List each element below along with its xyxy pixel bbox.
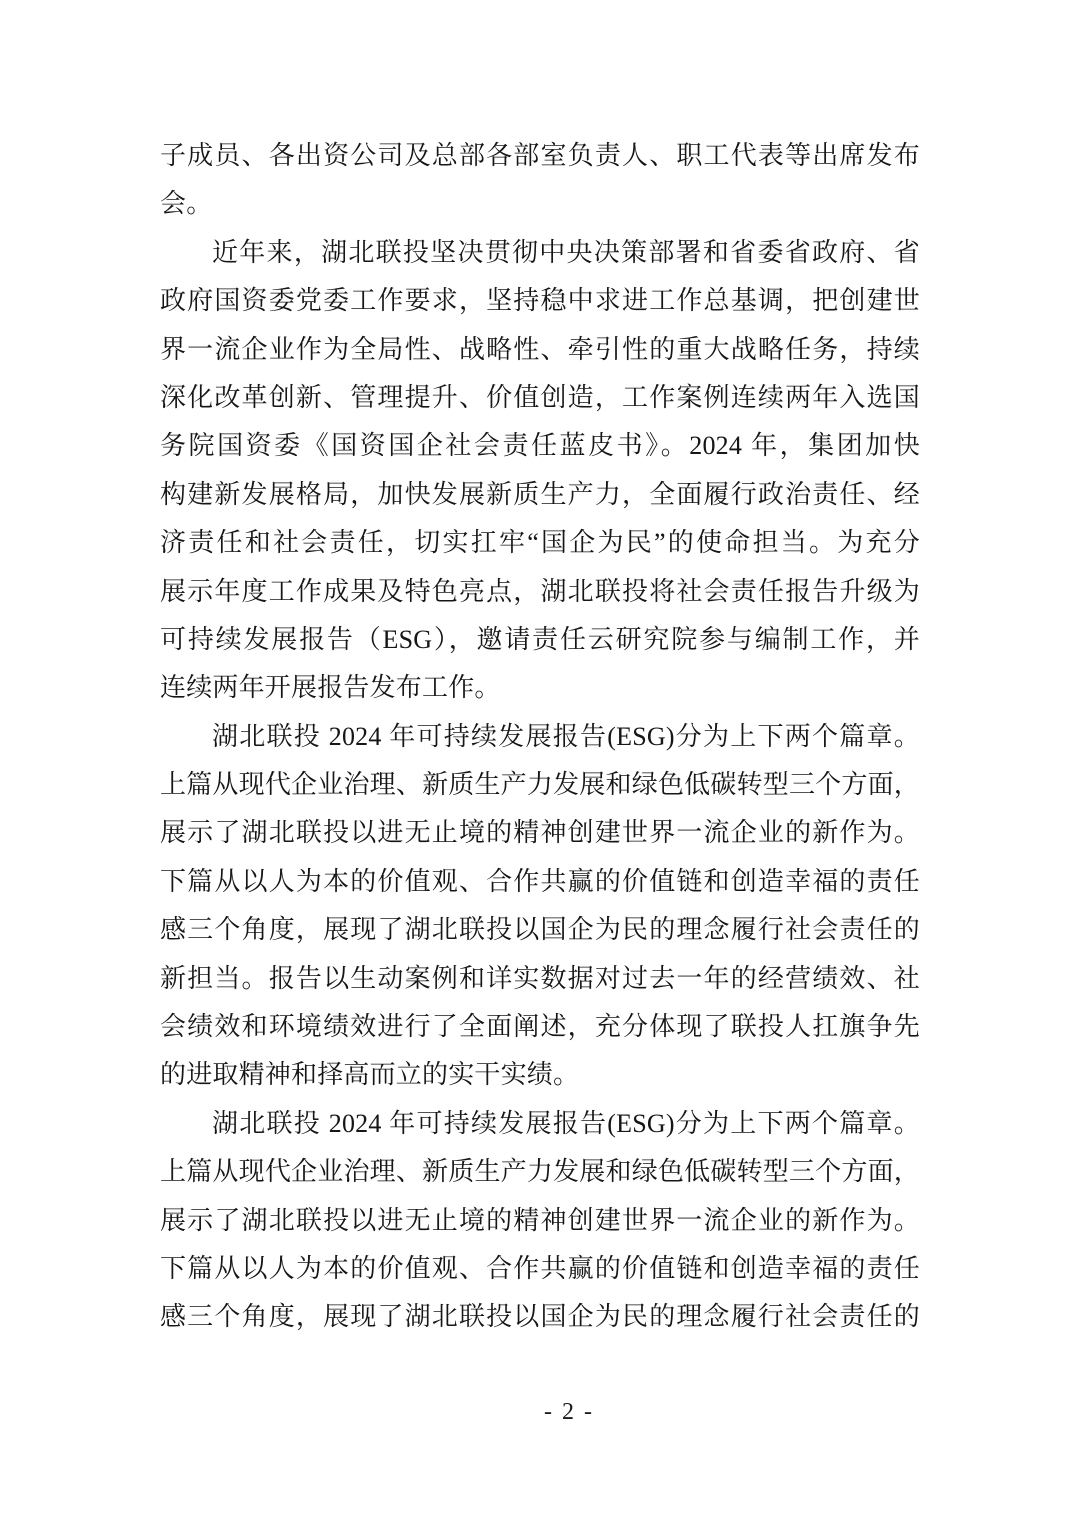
text-line: 展示年度工作成果及特色亮点，湖北联投将社会责任报告升级为 [160,576,920,606]
text-line: 下篇从以人为本的价值观、合作共赢的价值链和创造幸福的责任 [160,1253,920,1283]
text-line: 新担当。报告以生动案例和详实数据对过去一年的经营绩效、社 [160,963,920,993]
text-line: 政府国资委党委工作要求，坚持稳中求进工作总基调，把创建世 [160,286,920,316]
text-line: 感三个角度，展现了湖北联投以国企为民的理念履行社会责任的 [160,915,920,945]
page-number: - 2 - [544,1399,594,1425]
text-line: 展示了湖北联投以进无止境的精神创建世界一流企业的新作为。 [160,1205,920,1235]
text-line: 会。 [160,189,213,219]
text-line: 展示了湖北联投以进无止境的精神创建世界一流企业的新作为。 [160,818,920,848]
text-line: 湖北联投 2024 年可持续发展报告(ESG)分为上下两个篇章。 [212,721,920,751]
text-line: 子成员、各出资公司及总部各部室负责人、职工代表等出席发布 [160,141,920,170]
text-line: 界一流企业作为全局性、战略性、牵引性的重大战略任务，持续 [160,334,920,364]
text-line: 会绩效和环境绩效进行了全面阐述，充分体现了联投人扛旗争先 [160,1012,920,1042]
text-line: 上篇从现代企业治理、新质生产力发展和绿色低碳转型三个方面， [160,770,920,800]
text-line: 感三个角度，展现了湖北联投以国企为民的理念履行社会责任的 [160,1302,920,1332]
text-line: 的进取精神和择高而立的实干实绩。 [160,1060,580,1090]
text-line: 构建新发展格局，加快发展新质生产力，全面履行政治责任、经 [160,479,920,509]
text-line: 务院国资委《国资国企社会责任蓝皮书》。2024 年，集团加快 [160,431,920,461]
text-line: 连续两年开展报告发布工作。 [160,673,501,703]
text-line: 近年来，湖北联投坚决贯彻中央决策部署和省委省政府、省 [212,237,920,267]
document-body-text [160,132,920,1342]
text-line: 上篇从现代企业治理、新质生产力发展和绿色低碳转型三个方面， [160,1157,920,1187]
text-line: 济责任和社会责任，切实扛牢“国企为民”的使命担当。为充分 [160,528,920,558]
text-line: 下篇从以人为本的价值观、合作共赢的价值链和创造幸福的责任 [160,866,920,896]
text-line: 可持续发展报告（ESG），邀请责任云研究院参与编制工作，并 [160,624,920,654]
text-line: 深化改革创新、管理提升、价值创造，工作案例连续两年入选国 [160,382,920,412]
text-line: 湖北联投 2024 年可持续发展报告(ESG)分为上下两个篇章。 [212,1108,920,1138]
